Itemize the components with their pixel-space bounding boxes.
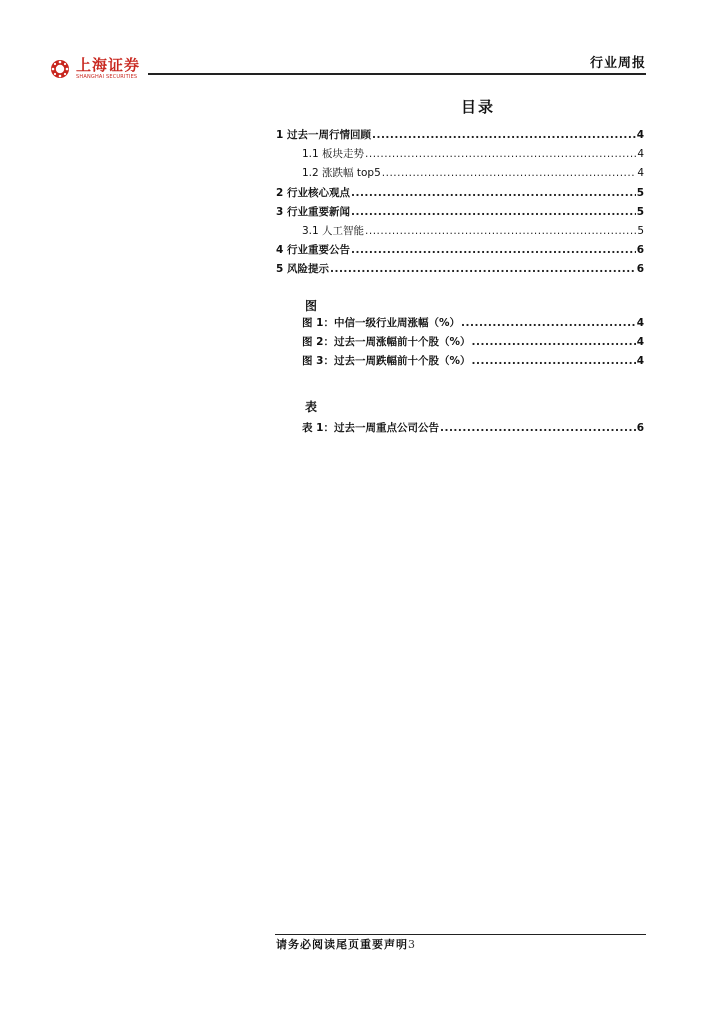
figure-entry-label: 图 1：中信一级行业周涨幅（%） [302, 317, 460, 329]
table-of-contents [276, 126, 644, 280]
toc-entry-label: 1.1 板块走势 [302, 148, 365, 161]
leader-dots [351, 203, 636, 222]
figure-entry[interactable] [302, 352, 644, 371]
leader-dots [471, 352, 635, 371]
table-entry[interactable] [302, 419, 644, 438]
figure-entry-page: 4 [636, 355, 644, 368]
footer-disclaimer: 请务必阅读尾页重要声明 [276, 938, 408, 951]
leader-dots [372, 126, 636, 145]
logo-english-name: SHANGHAI SECURITIES [76, 74, 138, 80]
toc-entry-label: 3.1 人工智能 [302, 224, 365, 237]
figure-entry-page: 4 [636, 317, 644, 329]
leader-dots [351, 184, 636, 203]
figure-entry-page: 4 [636, 336, 644, 349]
tables-list [302, 419, 644, 438]
leader-dots [382, 164, 637, 183]
toc-entry-label: 1.2 涨跌幅 top5 [302, 167, 381, 180]
tables-heading: 表 [305, 400, 318, 414]
table-entry-label: 表 1：过去一周重点公司公告 [302, 422, 439, 434]
toc-entry[interactable] [276, 184, 644, 203]
figure-entry[interactable] [302, 314, 644, 333]
toc-title: 目录 [460, 98, 495, 116]
toc-entry[interactable] [276, 241, 644, 260]
logo-chinese-name: 上海证券 [76, 56, 141, 74]
toc-entry[interactable] [276, 145, 644, 164]
toc-entry-page: 5 [636, 205, 644, 218]
page-footer [276, 936, 416, 952]
leader-dots [351, 241, 636, 260]
toc-entry-page: 4 [637, 148, 644, 161]
logo-mark-icon [50, 59, 70, 79]
company-logo [50, 56, 140, 82]
toc-entry-label: 4 行业重要公告 [276, 244, 350, 257]
toc-entry[interactable] [276, 222, 644, 241]
toc-entry[interactable] [276, 260, 644, 279]
leader-dots [471, 333, 635, 352]
toc-entry-page: 5 [637, 224, 644, 237]
leader-dots [440, 419, 636, 438]
figure-entry[interactable] [302, 333, 644, 352]
report-type: 行业周报 [589, 56, 646, 71]
toc-entry-page: 5 [636, 186, 644, 199]
footer-divider [275, 934, 646, 935]
toc-entry-label: 3 行业重要新闻 [276, 205, 350, 218]
toc-entry-page: 6 [636, 244, 644, 257]
leader-dots [365, 145, 636, 164]
toc-entry[interactable] [276, 203, 644, 222]
toc-entry-page: 4 [637, 167, 644, 180]
toc-entry-label: 5 风险提示 [276, 263, 329, 276]
toc-entry[interactable] [276, 164, 644, 183]
page-header [0, 0, 724, 80]
leader-dots [330, 260, 636, 279]
toc-entry-label: 2 行业核心观点 [276, 186, 350, 199]
figures-heading: 图 [305, 299, 318, 313]
figure-entry-label: 图 2：过去一周涨幅前十个股（%） [302, 336, 471, 349]
toc-entry-page: 4 [636, 129, 644, 141]
figure-entry-label: 图 3：过去一周跌幅前十个股（%） [302, 355, 471, 368]
page-number: 3 [408, 938, 416, 951]
leader-dots [461, 314, 636, 333]
figures-list [302, 314, 644, 372]
header-divider [148, 73, 646, 75]
toc-entry-page: 6 [636, 263, 644, 276]
leader-dots [365, 222, 636, 241]
table-entry-page: 6 [636, 422, 644, 434]
toc-entry[interactable] [276, 126, 644, 145]
toc-entry-label: 1 过去一周行情回顾 [276, 129, 371, 141]
